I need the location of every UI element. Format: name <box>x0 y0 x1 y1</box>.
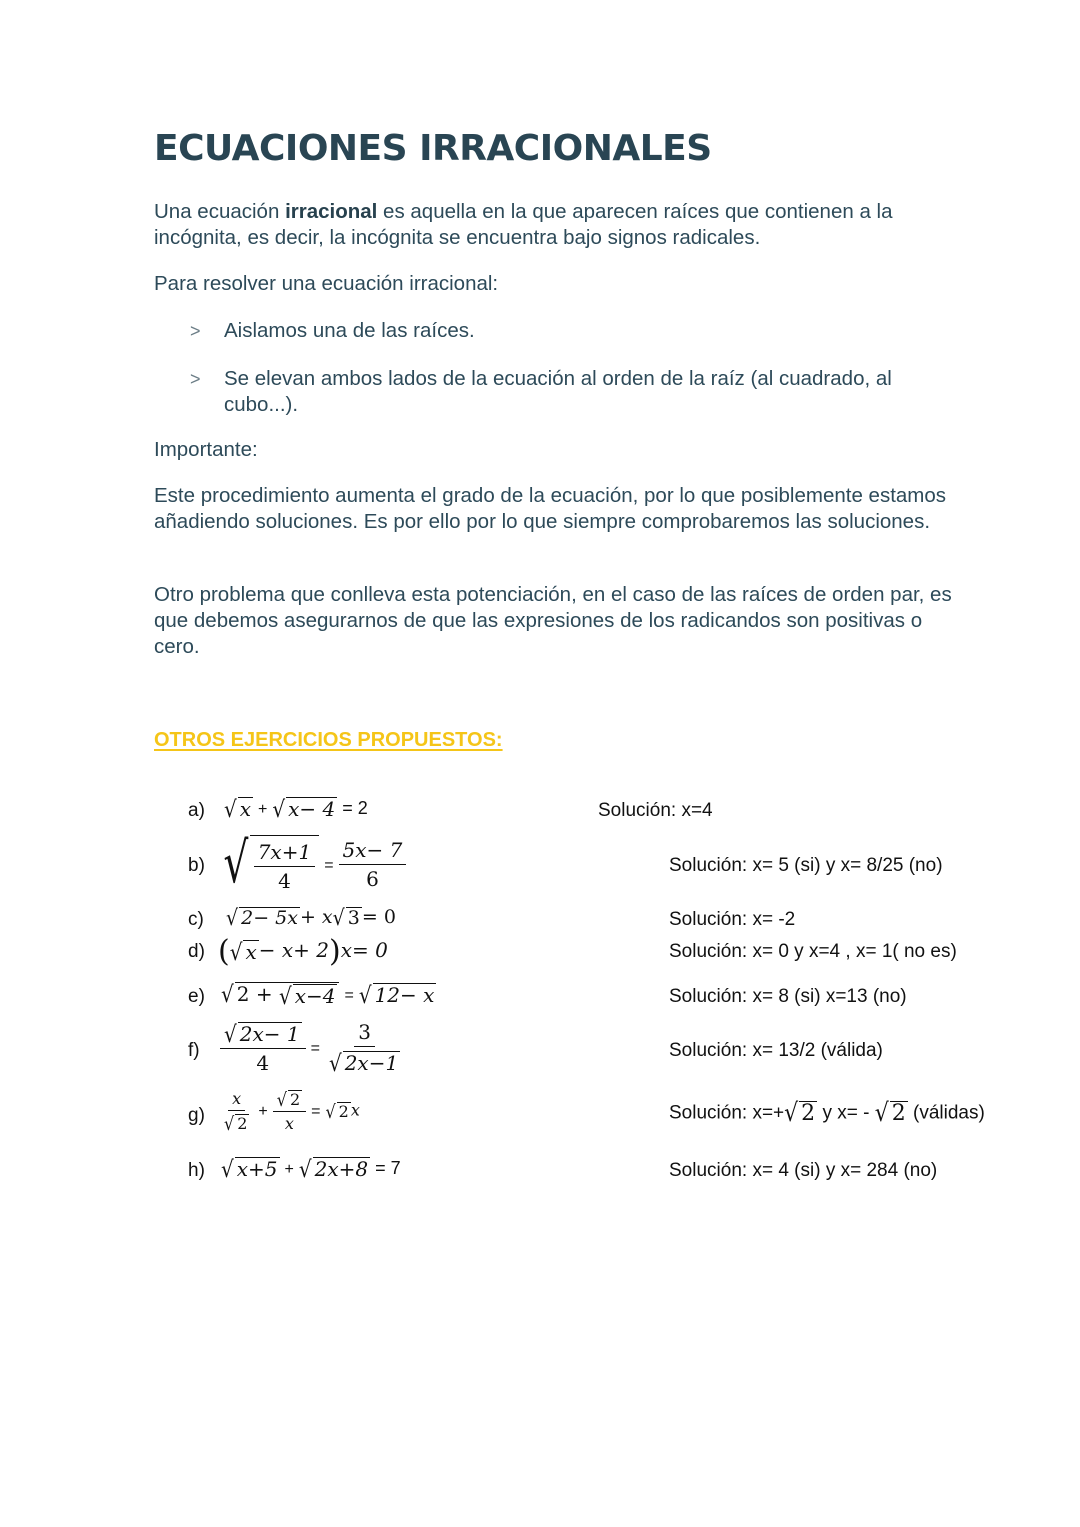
solution-text: Solución: x= 0 y x=4 , x= 1( no es) <box>669 941 957 962</box>
exercise-label: f) <box>188 1040 200 1061</box>
equation-b: √ $\frac{7x+1}{4}$ = $\frac{5x- 7}{6}$ <box>218 835 406 893</box>
exercise-g <box>0 1088 1080 1135</box>
intro-bold-term: irracional <box>285 200 378 223</box>
exercise-a <box>0 794 1080 823</box>
bullet-chevron-icon: > <box>190 321 201 341</box>
exercise-label: e) <box>188 986 205 1007</box>
equation-e: √ 2 + √ x−4 = √ 12− x <box>221 980 435 1010</box>
paragraph-problem: Otro problema que conlleva esta potenciación, en el caso de las raíces de orden par, es que debemos asegurarnos de que las expresiones de los radicandos son positivas o cero. <box>154 583 952 658</box>
intro-text-start: Una ecuación <box>154 200 286 223</box>
step-text: Aislamos una de las raíces. <box>224 319 475 342</box>
exercise-f <box>0 1019 1080 1077</box>
exercise-label: g) <box>188 1105 205 1126</box>
solution-text: Solución: x= -2 <box>669 909 796 930</box>
exercise-label: h) <box>188 1160 205 1181</box>
exercise-label: b) <box>188 855 205 876</box>
equation-f: $\frac{√ 2x- 1}{4}$ = $\frac{3}{√ 2x-1}$ <box>220 1020 404 1075</box>
intro-paragraph <box>154 199 954 251</box>
solution-text: Solución: x=4 <box>598 800 713 821</box>
step-text: Se elevan ambos lados de la ecuación al orden de la raíz (al cuadrado, al cubo...). <box>224 367 892 416</box>
exercise-label: d) <box>188 941 205 962</box>
intro-text-end: es aquella en la que aparecen raíces que contienen a la incógnita, es decir, la incógnita se encuentra bajo signos radicales. <box>154 200 893 249</box>
equation-h: √ x+5 + √ 2x+8 = 7 <box>221 1154 401 1183</box>
exercise-label: a) <box>188 800 205 821</box>
equation-d: (√ x − x+ 2)x= 0 <box>218 934 388 969</box>
equation-g: $\frac{x}{√ 2}$ + $\frac{√ 2}{x}$ = √ 2 x <box>224 1088 360 1135</box>
exercise-h <box>0 1154 1080 1183</box>
exercise-label: c) <box>188 909 204 930</box>
exercise-d <box>0 934 1080 969</box>
page-title: ECUACIONES IRRACIONALES <box>154 128 712 169</box>
solution-text: Solución: x= 13/2 (válida) <box>669 1040 883 1061</box>
exercise-c <box>0 905 1080 931</box>
exercise-e <box>0 980 1080 1010</box>
steps-intro: Para resolver una ecuación irracional: <box>154 272 499 295</box>
section-heading: OTROS EJERCICIOS PROPUESTOS: <box>154 729 503 751</box>
important-label: Importante: <box>154 438 258 461</box>
bullet-chevron-icon: > <box>190 369 201 389</box>
exercise-b <box>0 831 1080 896</box>
equation-c: √ 2− 5x + x√ 3 = 0 <box>226 905 396 931</box>
solution-text: Solución: x=+√ 2 y x= - √ 2 (válidas) <box>669 1099 985 1128</box>
paragraph-procedure: Este procedimiento aumenta el grado de la ecuación, por lo que posiblemente estamos añadiendo soluciones. Es por ello por lo que siempre comprobaremos las soluciones. <box>154 484 947 533</box>
solution-text: Solución: x= 8 (si) x=13 (no) <box>669 986 907 1007</box>
solution-text: Solución: x= 5 (si) y x= 8/25 (no) <box>669 855 943 876</box>
solution-text: Solución: x= 4 (si) y x= 284 (no) <box>669 1160 938 1181</box>
equation-a: √ x + √ x− 4 = 2 <box>224 794 368 823</box>
